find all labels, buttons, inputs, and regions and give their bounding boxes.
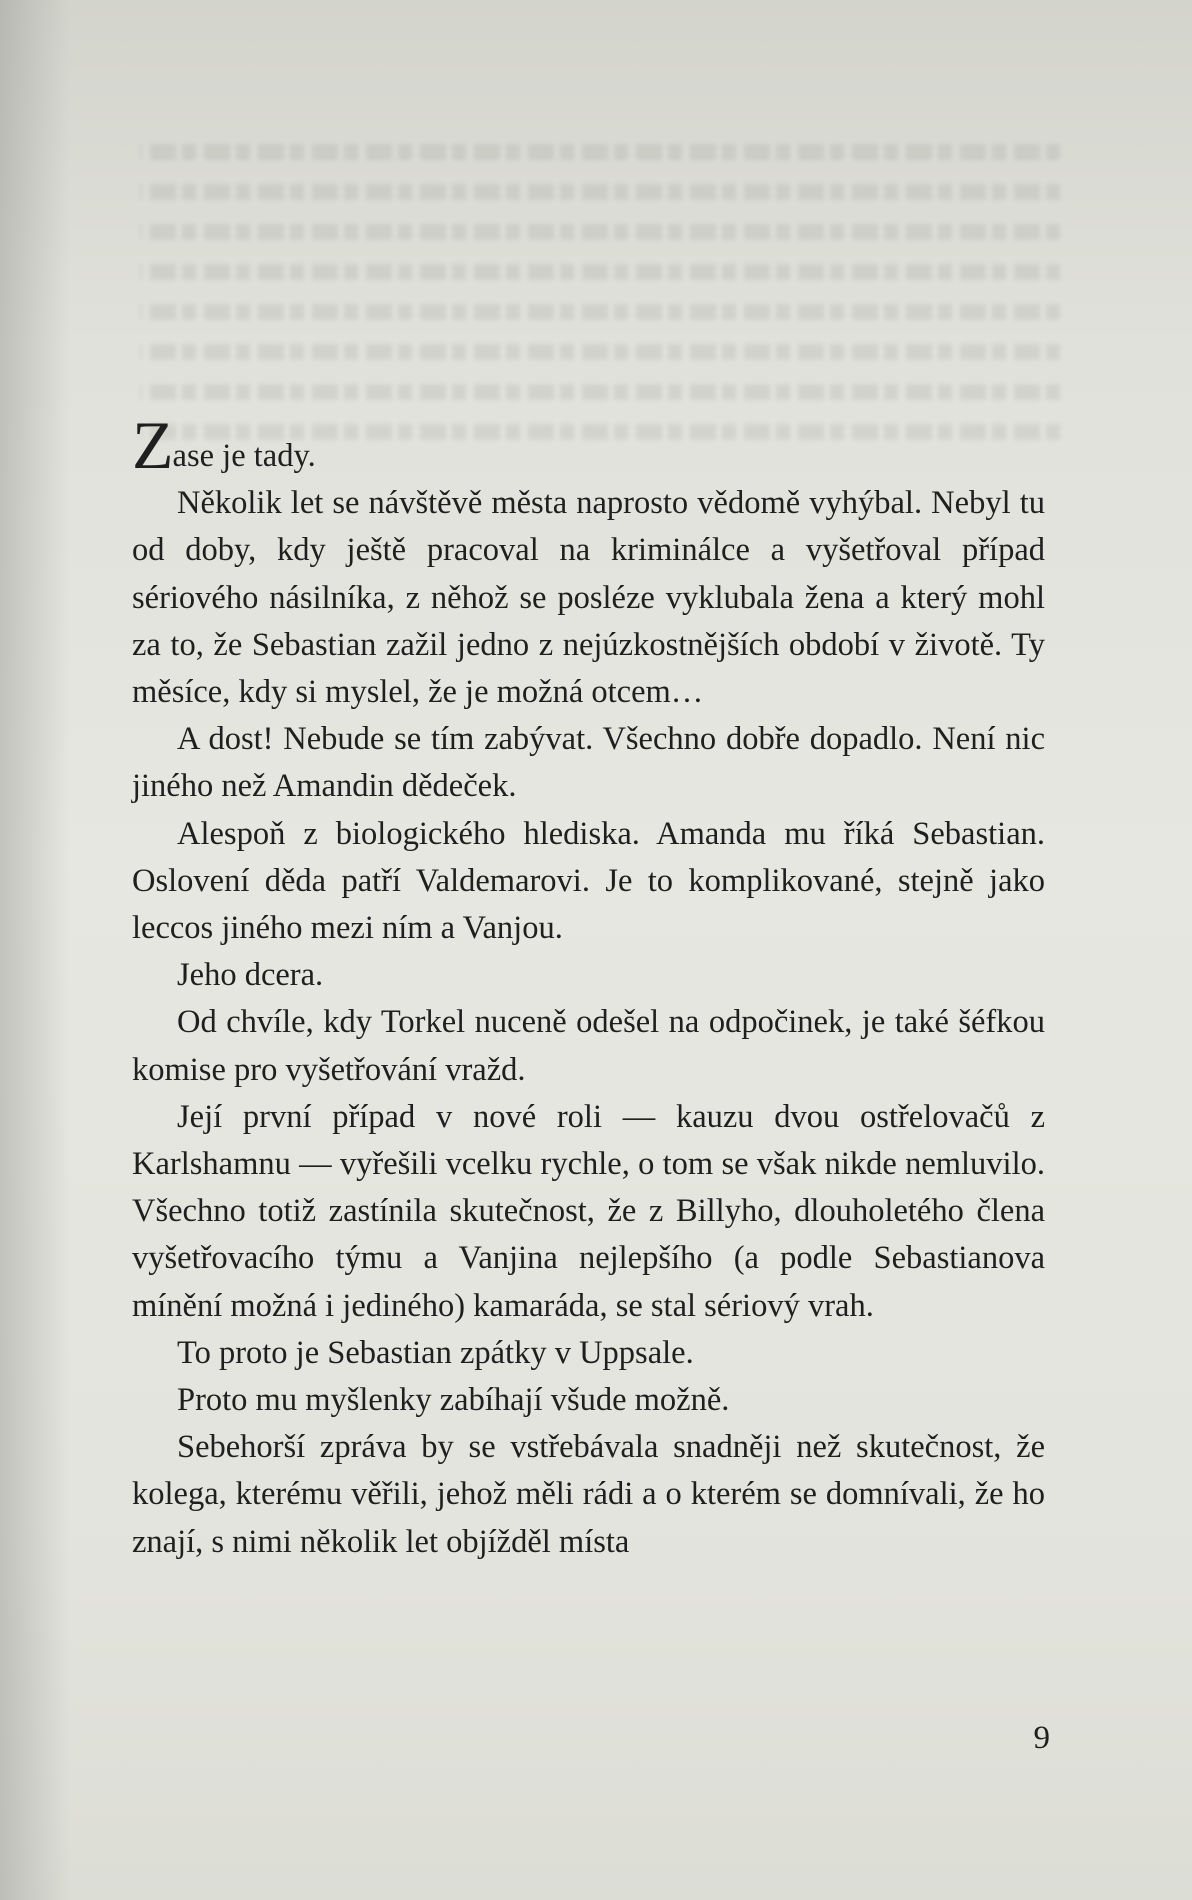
- page-number: 9: [1033, 1720, 1050, 1756]
- paragraph: A dost! Nebude se tím zabývat. Všechno dobře dopadlo. Není nic jiného než Amandin dědeček.: [132, 721, 1045, 805]
- opening-paragraph: [132, 407, 1045, 483]
- paragraph: Jeho dcera.: [177, 957, 324, 994]
- paragraph: Od chvíle, kdy Torkel nuceně odešel na odpočinek, je také šéfkou komise pro vyšetřování vražd.: [132, 1004, 1045, 1088]
- paragraph: To proto je Sebastian zpátky v Uppsale.: [177, 1334, 694, 1371]
- paragraph: Sebehorší zpráva by se vstřebávala snadněji než skutečnost, že kolega, kterému věřili, jehož měli rádi a o kterém se domnívali, že ho znají, s nimi několik let objížděl místa: [132, 1429, 1045, 1560]
- paragraph: Alespoň z biologického hlediska. Amanda mu říká Sebastian. Oslovení děda patří Valdemarovi. Je to komplikované, stejně jako leccos jiného mezi ním a Vanjou.: [132, 815, 1045, 947]
- body-text: [132, 407, 1045, 1566]
- page-gutter-shadow: [0, 0, 70, 1900]
- paragraph: Několik let se návštěvě města naprosto vědomě vyhýbal. Nebyl tu od doby, kdy ještě pracoval na kriminálce a vyšetřoval případ sériového násilníka, z něhož se posléze vyklubala žena a který mohl za to, že Sebastian zažil jedno z nejúzkostnějších období v životě. Ty měsíce, kdy si myslel, že je možná otcem…: [132, 485, 1045, 711]
- paragraph: Její první případ v nové roli — kauzu dvou ostřelovačů z Karlshamnu — vyřešili vcelku rychle, o tom se však nikde nemluvilo. Všechno totiž zastínila skutečnost, že z Billyho, dlouholetého člena vyšetřovacího týmu a Vanjina nejlepšího (a podle Sebastianova mínění možná i jediného) kamaráda, se stal sériový vrah.: [132, 1098, 1045, 1324]
- drop-cap: Z: [132, 407, 172, 483]
- opening-line: ase je tady.: [172, 438, 316, 474]
- show-through-text: [140, 130, 1060, 460]
- paragraph: Proto mu myšlenky zabíhají všude možně.: [177, 1382, 730, 1419]
